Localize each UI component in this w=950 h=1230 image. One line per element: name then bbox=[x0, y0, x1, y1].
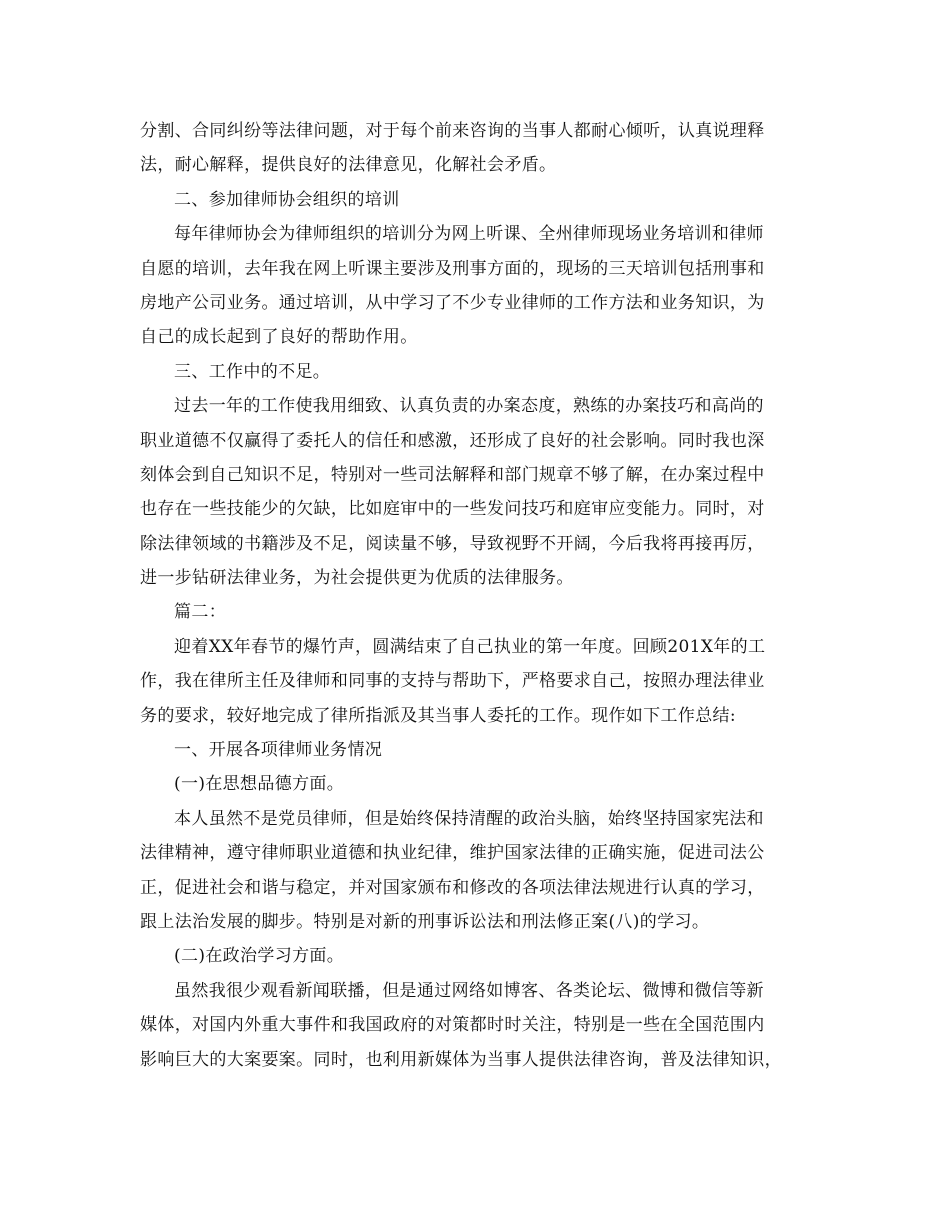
text-line: 正，促进社会和谐与稳定，并对国家颁布和修改的各项法律法规进行认真的学习， bbox=[140, 877, 765, 898]
text-line: 法律精神，遵守律师职业道德和执业纪律，维护国家法律的正确实施，促进司法公 bbox=[140, 843, 765, 864]
text-line: 过去一年的工作使我用细致、认真负责的办案态度，熟练的办案技巧和高尚的 bbox=[174, 396, 764, 417]
text-line: 本人虽然不是党员律师，但是始终保持清醒的政治头脑，始终坚持国家宪法和 bbox=[174, 808, 764, 829]
text-line: 务的要求，较好地完成了律所指派及其当事人委托的工作。现作如下工作总结: bbox=[140, 705, 736, 726]
text-line: 迎着XX年春节的爆竹声，圆满结束了自己执业的第一年度。回顾201X年的工 bbox=[174, 636, 766, 657]
text-line: 自己的成长起到了良好的帮助作用。 bbox=[140, 327, 418, 348]
text-line: (二)在政治学习方面。 bbox=[174, 946, 345, 967]
text-line: 作，我在律所主任及律师和同事的支持与帮助下，严格要求自己，按照办理法律业 bbox=[140, 671, 765, 692]
text-line: 分割、合同纠纷等法律问题，对于每个前来咨询的当事人都耐心倾听，认真说理释 bbox=[140, 121, 765, 141]
text-line: 一、开展各项律师业务情况 bbox=[174, 740, 383, 761]
text-line: 跟上法治发展的脚步。特别是对新的刑事诉讼法和刑法修正案(八)的学习。 bbox=[140, 911, 710, 932]
text-line: 影响巨大的大案要案。同时，也利用新媒体为当事人提供法律咨询，普及法律知识， bbox=[140, 1049, 782, 1070]
text-line: 媒体，对国内外重大事件和我国政府的对策都时时关注，特别是一些在全国范围内 bbox=[140, 1015, 765, 1036]
text-line: 二、参加律师协会组织的培训 bbox=[174, 189, 400, 210]
text-line: 也存在一些技能少的欠缺，比如庭审中的一些发问技巧和庭审应变能力。同时，对 bbox=[140, 499, 765, 520]
text-line: 每年律师协会为律师组织的培训分为网上听课、全州律师现场业务培训和律师 bbox=[174, 224, 764, 245]
text-line: 篇二： bbox=[174, 602, 227, 623]
text-line: 职业道德不仅赢得了委托人的信任和感激，还形成了良好的社会影响。同时我也深 bbox=[140, 430, 765, 451]
text-line: 三、工作中的不足。 bbox=[174, 361, 331, 382]
text-line: 虽然我很少观看新闻联播，但是通过网络如博客、各类论坛、微博和微信等新 bbox=[174, 980, 764, 1001]
document-body bbox=[140, 114, 820, 1077]
text-line: (一)在思想品德方面。 bbox=[174, 774, 345, 795]
text-line: 进一步钻研法律业务，为社会提供更为优质的法律服务。 bbox=[140, 568, 574, 589]
text-line: 房地产公司业务。通过培训，从中学习了不少专业律师的工作方法和业务知识，为 bbox=[140, 292, 765, 313]
text-line: 刻体会到自己知识不足，特别对一些司法解释和部门规章不够了解，在办案过程中 bbox=[140, 464, 765, 485]
text-line: 法，耐心解释，提供良好的法律意见，化解社会矛盾。 bbox=[140, 155, 557, 176]
text-line: 除法律领域的书籍涉及不足，阅读量不够，导致视野不开阔，今后我将再接再厉， bbox=[140, 533, 765, 554]
text-line: 自愿的培训，去年我在网上听课主要涉及刑事方面的，现场的三天培训包括刑事和 bbox=[140, 258, 765, 279]
